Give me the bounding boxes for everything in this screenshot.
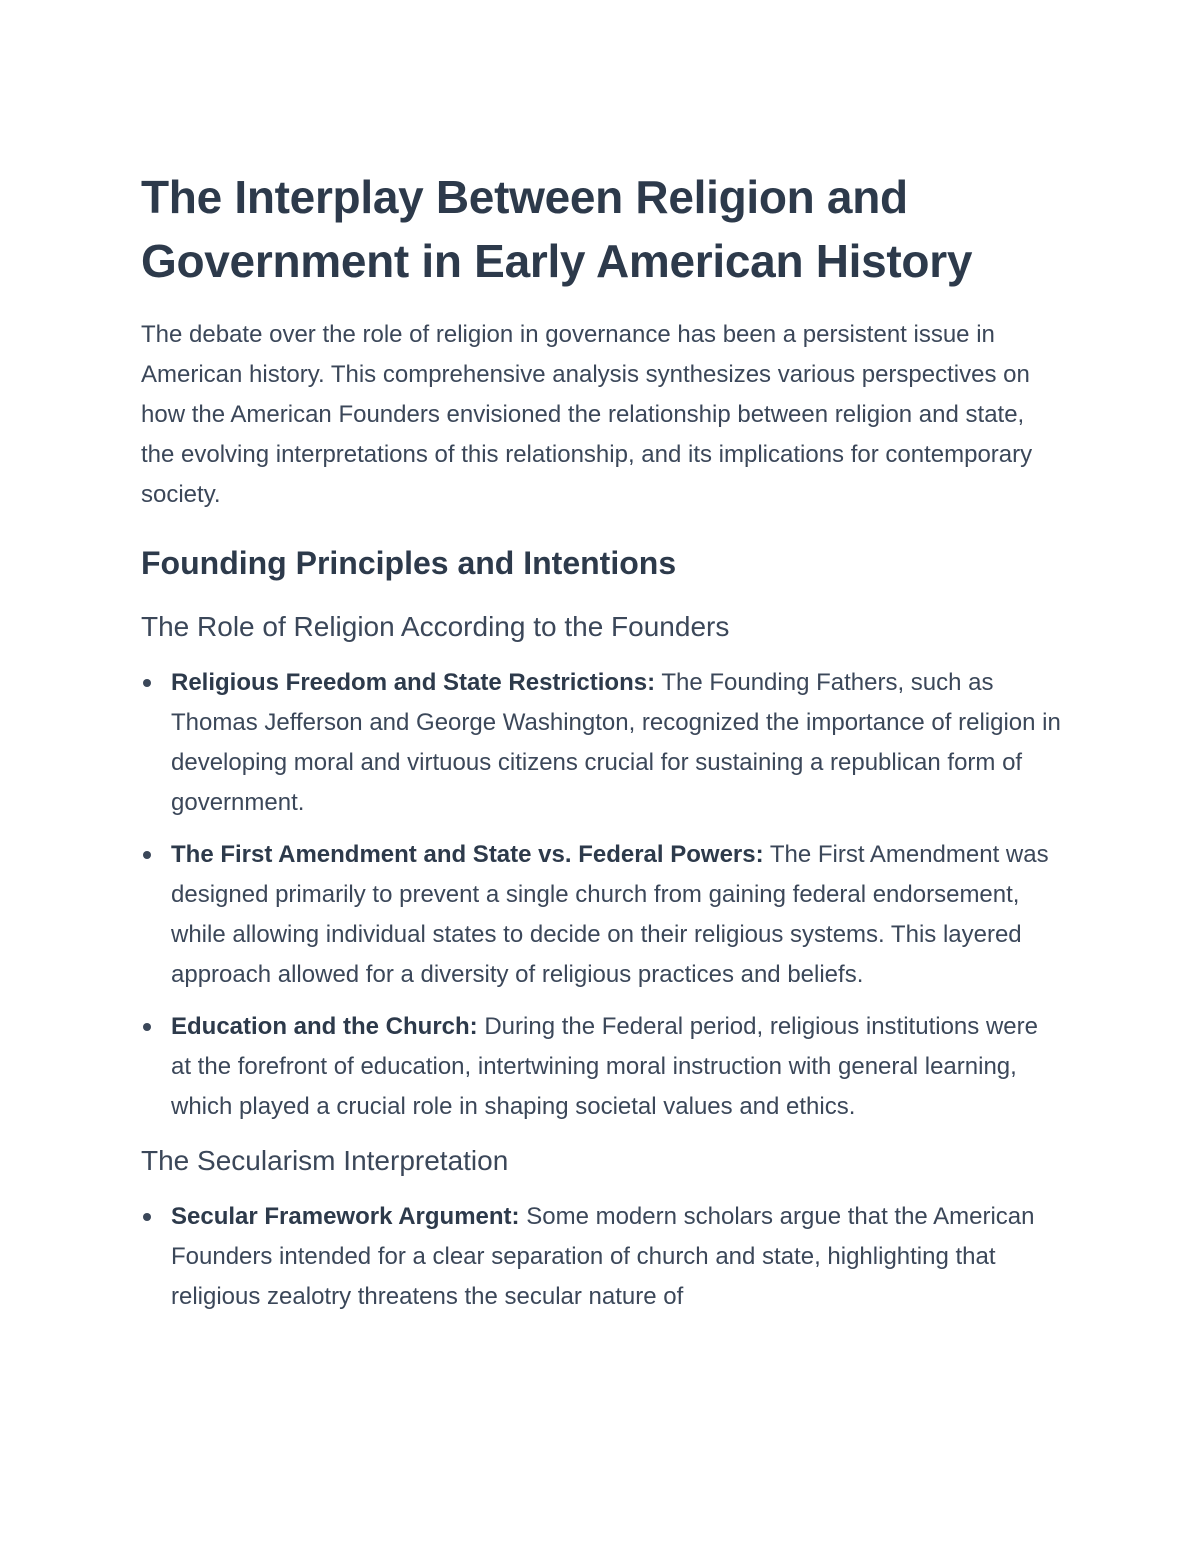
bullet-list-secularism bbox=[141, 1197, 1061, 1317]
section-heading-founding-principles: Founding Principles and Intentions bbox=[141, 545, 677, 581]
list-item-text: Some modern scholars argue that the American Founders intended for a clear separation of church and state, highlighting that religious zealotry threatens the secular nature of bbox=[171, 1203, 1035, 1310]
list-item-text: During the Federal period, religious institutions were at the forefront of education, intertwining moral instruction with general learning, which played a crucial role in shaping societal values and ethics. bbox=[171, 1013, 1038, 1120]
list-item bbox=[141, 1197, 1061, 1317]
list-item-term: Religious Freedom and State Restrictions: bbox=[171, 669, 656, 696]
page-title: The Interplay Between Religion and Government in Early American History bbox=[141, 171, 973, 287]
list-item bbox=[141, 1007, 1061, 1127]
bullet-icon bbox=[143, 1023, 151, 1031]
bullet-icon bbox=[143, 679, 151, 687]
bullet-list-role-of-religion bbox=[141, 663, 1061, 1127]
document-page bbox=[141, 165, 1061, 1329]
list-item bbox=[141, 835, 1061, 995]
list-item-text: The Founding Fathers, such as Thomas Jefferson and George Washington, recognized the importance of religion in developing moral and virtuous citizens crucial for sustaining a republican form of government. bbox=[171, 669, 1061, 816]
list-item-term: The First Amendment and State vs. Federal Powers: bbox=[171, 841, 764, 868]
list-item-term: Secular Framework Argument: bbox=[171, 1203, 520, 1230]
list-item-text: The First Amendment was designed primarily to prevent a single church from gaining federal endorsement, while allowing individual states to decide on their religious systems. This layered approach allowed for a diversity of religious practices and beliefs. bbox=[171, 841, 1049, 988]
intro-paragraph: The debate over the role of religion in governance has been a persistent issue in American history. This comprehensive analysis synthesizes various perspectives on how the American Founders envisioned the relationship between religion and state, the evolving interpretations of this relationship, and its implications for contemporary society. bbox=[141, 321, 1033, 508]
list-item bbox=[141, 663, 1061, 823]
subsection-heading-role-of-religion: The Role of Religion According to the Founders bbox=[141, 611, 730, 642]
bullet-icon bbox=[143, 851, 151, 859]
subsection-heading-secularism: The Secularism Interpretation bbox=[141, 1145, 509, 1176]
list-item-term: Education and the Church: bbox=[171, 1013, 478, 1040]
bullet-icon bbox=[143, 1213, 151, 1221]
